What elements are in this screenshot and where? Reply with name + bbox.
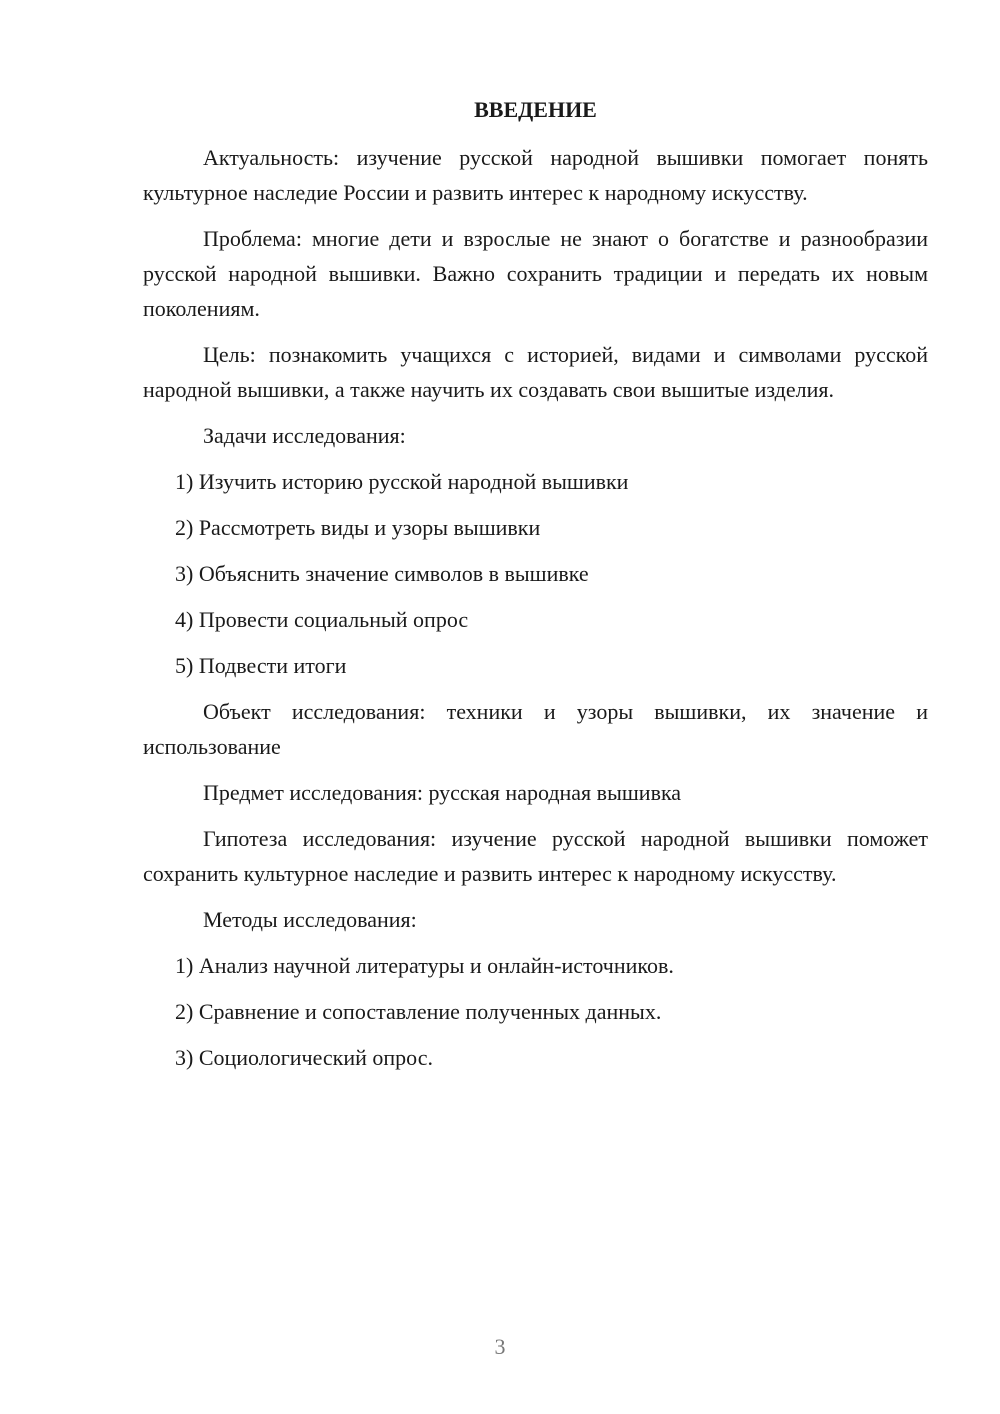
problem-paragraph: Проблема: многие дети и взрослые не знают о богатстве и разнообразии русской народной вышивки. Важно сохранить традиции и передать их новым поколениям. (143, 226, 928, 321)
subject-paragraph: Предмет исследования: русская народная вышивка (203, 780, 682, 805)
method-item: 3) Социологический опрос. (175, 1045, 433, 1070)
methods-list (143, 948, 928, 1075)
goal-paragraph: Цель: познакомить учащихся с историей, видами и символами русской народной вышивки, а также научить их создавать свои вышитые изделия. (143, 342, 928, 402)
task-item: 2) Рассмотреть виды и узоры вышивки (175, 515, 541, 540)
task-item: 3) Объяснить значение символов в вышивке (175, 561, 589, 586)
method-item: 1) Анализ научной литературы и онлайн-источников. (175, 953, 674, 978)
methods-label: Методы исследования: (203, 907, 417, 932)
task-item: 1) Изучить историю русской народной вышивки (175, 469, 629, 494)
task-item: 4) Провести социальный опрос (175, 607, 469, 632)
hypothesis-paragraph: Гипотеза исследования: изучение русской народной вышивки поможет сохранить культурное наследие и развить интерес к народному искусству. (143, 826, 928, 886)
section-title: ВВЕДЕНИЕ (474, 97, 597, 122)
page-number: 3 (494, 1334, 506, 1359)
object-paragraph: Объект исследования: техники и узоры вышивки, их значение и использование (143, 699, 928, 759)
relevance-paragraph: Актуальность: изучение русской народной вышивки помогает понять культурное наследие России и развить интерес к народному искусству. (143, 145, 928, 205)
tasks-list (143, 464, 928, 683)
tasks-label: Задачи исследования: (203, 423, 406, 448)
method-item: 2) Сравнение и сопоставление полученных данных. (175, 999, 662, 1024)
task-item: 5) Подвести итоги (175, 653, 347, 678)
page-content (143, 92, 928, 1086)
